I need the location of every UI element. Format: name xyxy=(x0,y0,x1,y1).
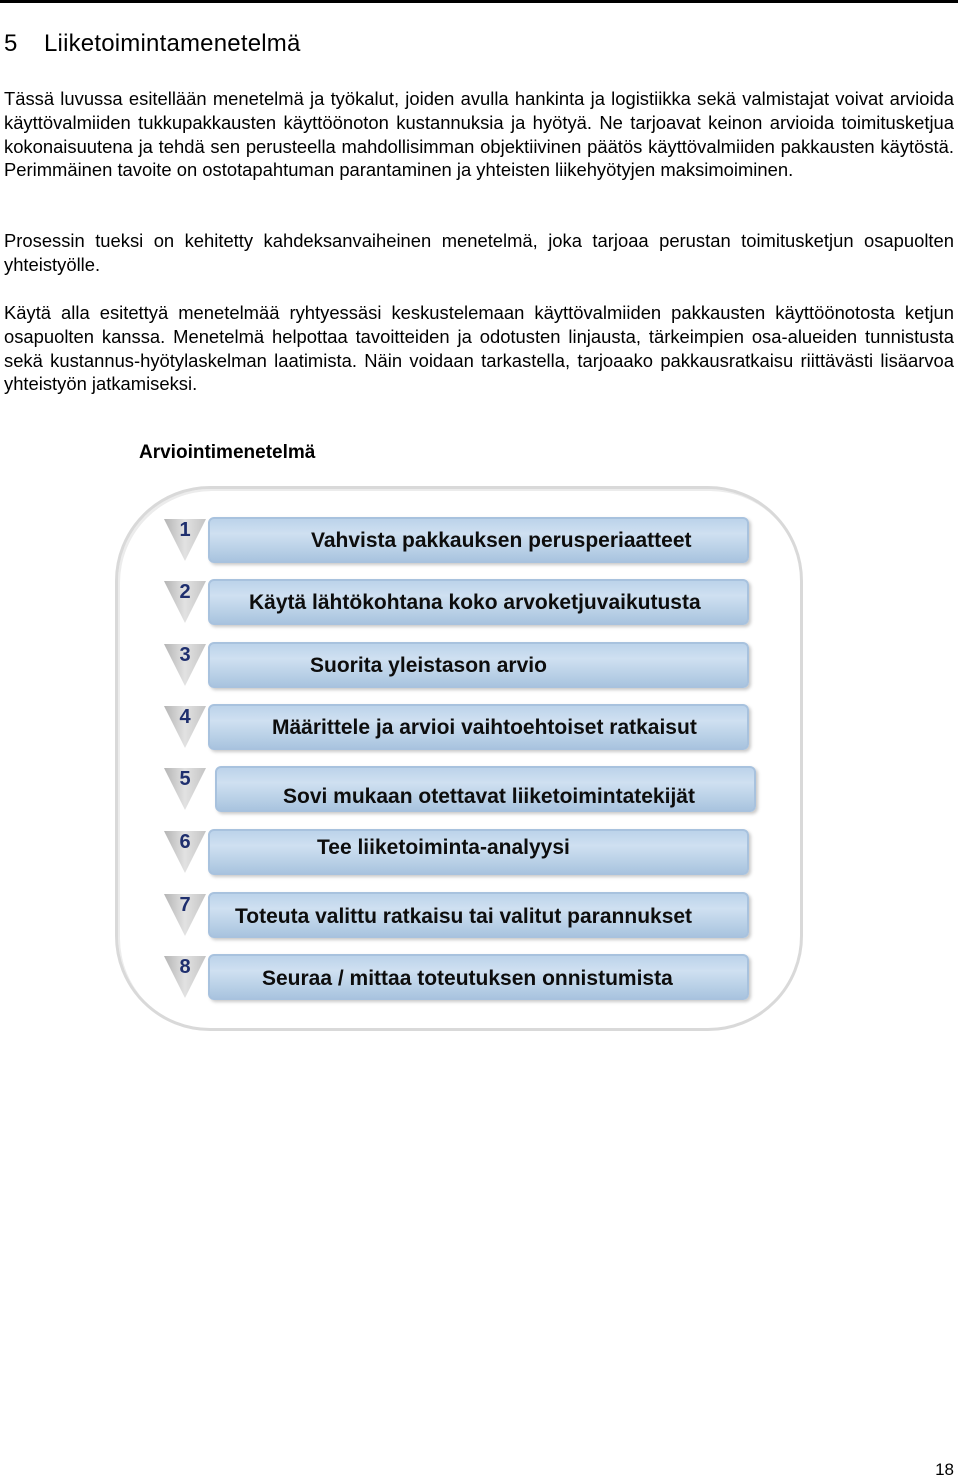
step-number: 2 xyxy=(179,581,191,603)
step-number: 6 xyxy=(179,831,191,853)
step-8 xyxy=(0,954,960,1004)
section-title: Liiketoimintamenetelmä xyxy=(44,30,301,57)
paragraph-usage: Käytä alla esitettyä menetelmää ryhtyessäsi keskustelemaan käyttövalmiiden pakkausten käyttöönotosta ketjun osapuolten kanssa. Menetelmä helpottaa tavoitteiden ja odotusten linjausta, tärkeimpien osa-alueiden tunnistusta sekä kustannus-hyötylaskelman laatimista. Näin voidaan tarkastella, tarjoaako pakkausratkaisu riittävästi lisäarvoa yhteistyön jatkamiseksi. xyxy=(4,302,954,395)
step-label: Suorita yleistason arvio xyxy=(310,654,547,677)
top-rule xyxy=(0,0,958,3)
step-1 xyxy=(0,517,960,567)
paragraph-process: Prosessin tueksi on kehitetty kahdeksanvaiheinen menetelmä, joka tarjoaa perustan toimitusketjun osapuolten yhteistyölle. xyxy=(4,230,954,275)
step-number: 8 xyxy=(179,956,191,978)
step-label: Määrittele ja arvioi vaihtoehtoiset ratkaisut xyxy=(272,716,697,739)
step-label: Vahvista pakkauksen perusperiaatteet xyxy=(311,529,692,552)
step-number: 1 xyxy=(179,519,191,541)
step-label: Seuraa / mittaa toteutuksen onnistumista xyxy=(262,967,673,990)
figure-frame xyxy=(115,486,803,1031)
step-label: Sovi mukaan otettavat liiketoimintatekijät xyxy=(283,785,695,808)
step-label: Toteuta valittu ratkaisu tai valitut parannukset xyxy=(235,905,693,928)
step-label: Käytä lähtökohtana koko arvoketjuvaikutusta xyxy=(249,591,701,614)
step-4 xyxy=(0,704,960,754)
step-3 xyxy=(0,642,960,692)
step-label: Tee liiketoiminta-analyysi xyxy=(317,836,570,859)
step-number: 4 xyxy=(179,706,191,728)
step-6 xyxy=(0,829,960,879)
section-heading xyxy=(4,30,301,58)
section-number: 5 xyxy=(4,30,18,57)
step-number: 5 xyxy=(179,768,191,790)
step-7 xyxy=(0,892,960,942)
step-number: 7 xyxy=(179,894,191,916)
page-number: 18 xyxy=(935,1460,954,1479)
step-5 xyxy=(0,766,960,816)
step-number: 3 xyxy=(179,644,191,666)
step-2 xyxy=(0,579,960,629)
paragraph-intro: Tässä luvussa esitellään menetelmä ja työkalut, joiden avulla hankinta ja logistiikka sekä valmistajat voivat arvioida käyttövalmiiden tukkupakkausten käyttöönoton kustannuksia ja hyötyä. Ne tarjoavat keinon arvioida toimitusketjua kokonaisuutena ja tehdä sen perusteella mahdollisimman objektiivinen päätös käyttövalmiiden pakkausten käytöstä. Perimmäinen tavoite on ostotapahtuman parantaminen ja yhteisten liikehyötyjen maksimoiminen. xyxy=(4,88,954,181)
figure-title: Arviointimenetelmä xyxy=(139,442,316,463)
